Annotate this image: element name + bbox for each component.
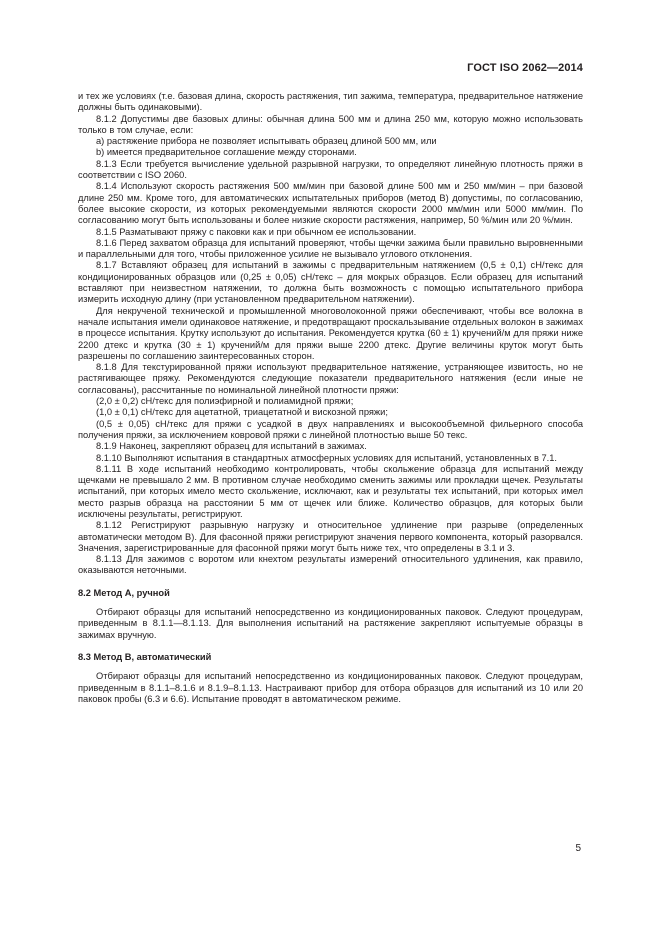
paragraph-8-1-7: 8.1.7 Вставляют образец для испытаний в зажимы с предварительным натяжением (0,5 ± 0,1) сН/текс для кондиционированных образцов или (0,25 ± 0,05) сН/текс – для мокрых образцов. Если образец для испытаний вставляют при неизвестном натяжении, то должна быть возможность с помощью испытательного прибора измерить исходную длину (при установленном предварительном натяжении). <box>78 260 583 305</box>
paragraph-8-1-12: 8.1.12 Регистрируют разрывную нагрузку и относительное удлинение при разрыве (определенных автоматически методом В). Для фасонной пряжи регистрируют значения первого компонента, который разорвался. Значения, зарегистрированные для фасонной пряжи могут быть ниже тех, что определены в 3.1 и 3. <box>78 520 583 553</box>
section-text-8-3: Отбирают образцы для испытаний непосредственно из кондиционированных паковок. Следуют процедурам, приведенным в 8.1.1–8.1.6 и 8.1.9–8.1.13. Настраивают прибор для отбора образцов для испытаний из 10 или 20 паковок пробы (6.3 и 6.6). Испытание проводят в автоматическом режиме. <box>78 671 583 704</box>
section-heading-8-3: 8.3 Метод В, автоматический <box>78 651 212 662</box>
paragraph-continuation: и тех же условиях (т.е. базовая длина, скорость растяжения, тип зажима, температура, предварительное натяжение должны быть одинаковыми). <box>78 91 583 113</box>
paragraph-8-1-10: 8.1.10 Выполняют испытания в стандартных атмосферных условиях для испытаний, установленных в 7.1. <box>96 452 557 463</box>
paragraph-8-1-3: 8.1.3 Если требуется вычисление удельной разрывной нагрузки, то определяют линейную плотность пряжи в соответствии с ISO 2060. <box>78 158 583 181</box>
list-item-tension-1: (2,0 ± 0,2) сН/текс для полиэфирной и полиамидной пряжи; <box>96 396 354 407</box>
list-item-tension-2: (1,0 ± 0,1) сН/текс для ацетатной, триацетатной и вискозной пряжи; <box>96 407 388 418</box>
paragraph-8-1-5: 8.1.5 Разматывают пряжу с паковки как и при обычном ее использовании. <box>96 226 417 237</box>
paragraph-8-1-8: 8.1.8 Для текстурированной пряжи используют предварительное натяжение, устраняющее извитость, но не растягивающее пряжу. Рекомендуются следующие показатели предварительного натяжения (если иные не согласованы), рассчитанные по номинальной линейной плотности пряжи: <box>78 362 583 395</box>
paragraph-8-1-2: 8.1.2 Допустимы две базовых длины: обычная длина 500 мм и длина 250 мм, которую можно использовать только в том случае, если: <box>78 113 583 135</box>
paragraph-8-1-4: 8.1.4 Используют скорость растяжения 500 мм/мин при базовой длине 500 мм и 250 мм/мин – при базовой длине 250 мм. Кроме того, для автоматических испытательных приборов (метод В) допустимы, по согласованию, более высокие скорости, из которых рекомендуемыми являются скорости 2000 мм/мин или 5000 мм/мин. По согласованию могут быть использованы и более низкие скорости растяжения, например, 50 %/мин или 20 %/мин. <box>78 181 583 226</box>
document-body <box>78 91 583 705</box>
paragraph-8-1-6: 8.1.6 Перед захватом образца для испытаний проверяют, чтобы щечки зажима были правильно выровненными и параллельными для того, чтобы приложенное усилие не вызывало углового отклонения. <box>78 237 583 260</box>
paragraph-8-1-9: 8.1.9 Наконец, закрепляют образец для испытаний в зажимах. <box>96 441 367 452</box>
page-number: 5 <box>575 843 581 854</box>
paragraph-twist: Для некрученой технической и промышленной многоволоконной пряжи обеспечивают, чтобы все волокна в начале испытания имели одинаковое натяжение, и предотвращают проскальзывание отдельных волокон в зажимах в процессе испытания. Крутку используют до испытания. Рекомендуется крутка (60 ± 1) кручений/м для пряжи ниже 2200 дтекс и крутка (30 ± 1) кручений/м для пряжи выше 2200 дтекс. Другие величины круток могут быть разрешены по соглашению заинтересованных сторон. <box>78 305 583 361</box>
paragraph-8-1-13: 8.1.13 Для зажимов с воротом или кнехтом результаты измерений относительного удлинения, как правило, оказываются неточными. <box>78 554 583 576</box>
list-item-b: b) имеется предварительное соглашение между сторонами. <box>96 147 357 158</box>
document-header: ГОСТ ISO 2062—2014 <box>467 62 583 74</box>
list-item-a: a) растяжение прибора не позволяет испытывать образец длиной 500 мм, или <box>96 136 437 147</box>
section-heading-8-2: 8.2 Метод А, ручной <box>78 587 170 598</box>
paragraph-8-1-11: 8.1.11 В ходе испытаний необходимо контролировать, чтобы скольжение образца для испытаний между щечками не превышало 2 мм. В противном случае необходимо сменить зажимы или прокладки щечек. Результаты испытаний, при которых имело место скольжение, исключают, как и результаты тех испытаний, при которых имел место разрыв образца на расстоянии 5 мм от щечек или ближе. Количество образцов, для которых были исключены результаты, регистрируют. <box>78 463 583 519</box>
list-item-tension-3: (0,5 ± 0,05) сН/текс для пряжи с усадкой в двух направлениях и высокообъемной фильерного способа получения пряжи, за исключением ковровой пряжи с линейной плотностью выше 50 текс. <box>78 418 583 440</box>
section-text-8-2: Отбирают образцы для испытаний непосредственно из кондиционированных паковок. Следуют процедурам, приведенным в 8.1.1—8.1.13. Для выполнения испытаний на растяжение закрепляют испытуемые образцы в зажимах вручную. <box>78 607 583 640</box>
